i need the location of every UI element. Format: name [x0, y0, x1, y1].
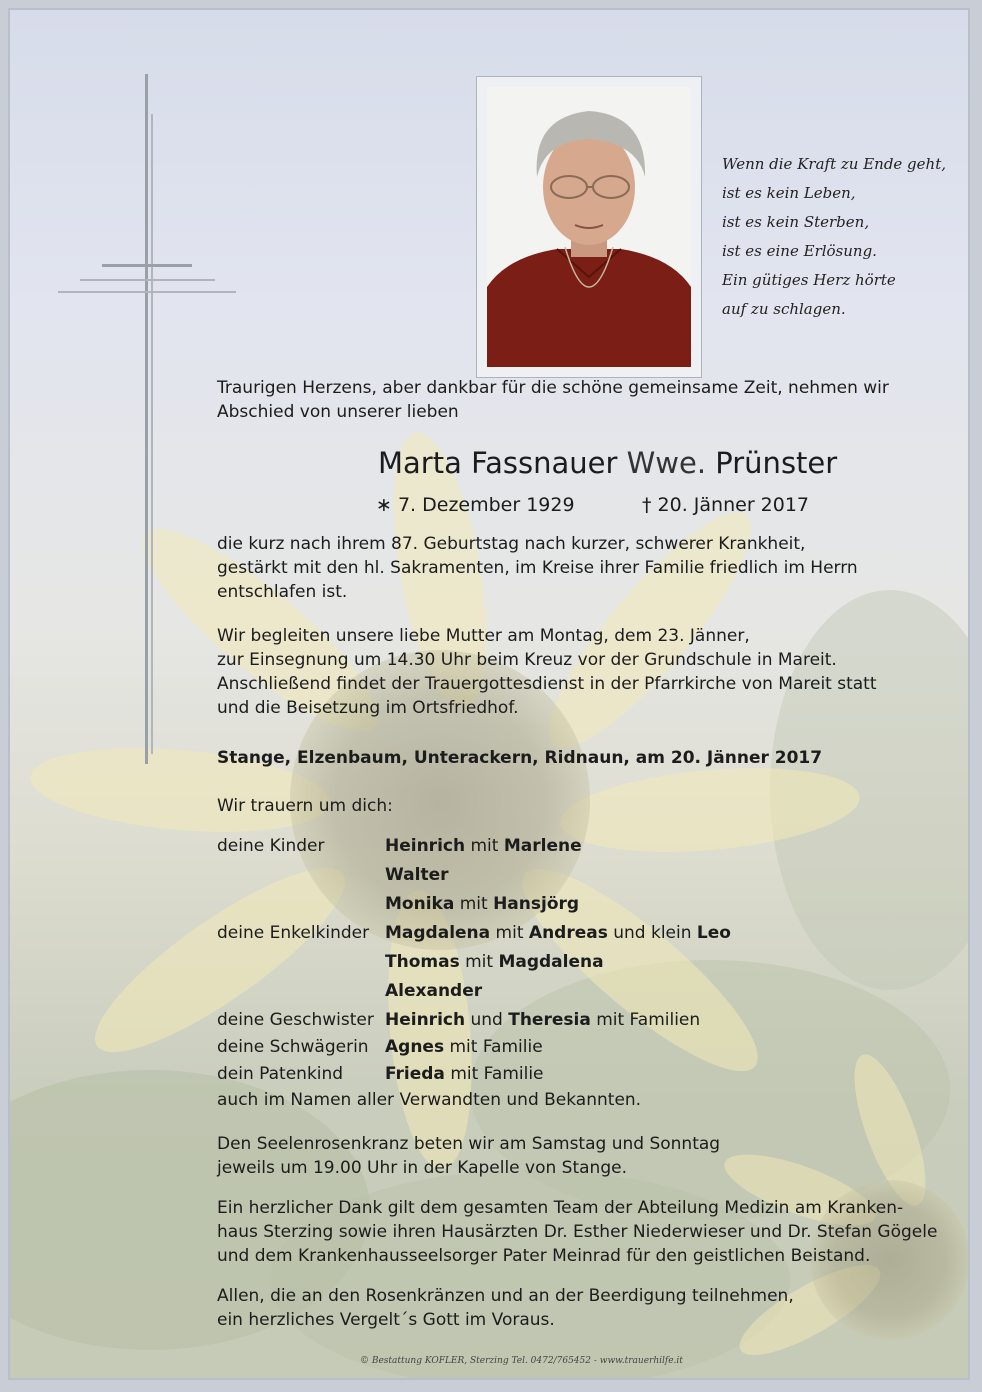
- family-names: Frieda mit Familie: [385, 1064, 544, 1084]
- family-names: Walter: [385, 865, 449, 885]
- family-label: deine Schwägerin: [217, 1037, 369, 1057]
- poem-line: ist es kein Sterben,: [722, 213, 870, 231]
- poem-line: ist es kein Leben,: [722, 184, 856, 202]
- mourn-intro: Wir trauern um dich:: [217, 796, 393, 816]
- poem-line: ist es eine Erlösung.: [722, 242, 877, 260]
- family-label: deine Kinder: [217, 836, 325, 856]
- family-names: Magdalena mit Andreas und klein Leo: [385, 923, 731, 943]
- paragraph-funeral: Wir begleiten unsere liebe Mutter am Montag, dem 23. Jänner, zur Einsegnung um 14.30 Uhr beim Kreuz vor der Grundschule in Mareit. Anschließend findet der Trauergottesdienst in der Pfarrkirche von Mareit statt und die Beisetzung im Ortsfriedhof.: [217, 626, 877, 718]
- obituary-card: [8, 8, 970, 1380]
- birth-date: ∗ 7. Dezember 1929: [376, 494, 575, 516]
- thanks-text: Ein herzlicher Dank gilt dem gesamten Team der Abteilung Medizin am Kranken- haus Sterzing sowie ihren Hausärzten Dr. Esther Niederwieser und Dr. Stefan Gögele und dem Krankenhausseelsorger Pater Meinrad für den geistlichen Beistand.: [217, 1198, 938, 1266]
- intro-text: Traurigen Herzens, aber dankbar für die schöne gemeinsame Zeit, nehmen wir Abschied von unserer lieben: [217, 378, 889, 422]
- footer-credit: © Bestattung KOFLER, Sterzing Tel. 0472/765452 - www.trauerhilfe.it: [360, 1356, 683, 1366]
- portrait-photo: [487, 87, 691, 367]
- paragraph-passing: die kurz nach ihrem 87. Geburtstag nach kurzer, schwerer Krankheit, gestärkt mit den hl. Sakramenten, im Kreise ihrer Familie friedlich im Herrn entschlafen ist.: [217, 534, 858, 602]
- family-label: deine Enkelkinder: [217, 923, 370, 943]
- family-label: dein Patenkind: [217, 1064, 344, 1084]
- poem-line: auf zu schlagen.: [722, 300, 846, 318]
- closing-text: Allen, die an den Rosenkränzen und an der Beerdigung teilnehmen, ein herzliches Vergelt´s Gott im Voraus.: [217, 1286, 794, 1330]
- poem: [722, 150, 962, 324]
- relatives-line: auch im Namen aller Verwandten und Bekannten.: [217, 1090, 642, 1110]
- family-names: Thomas mit Magdalena: [385, 952, 604, 972]
- portrait-frame: [476, 76, 702, 378]
- family-names: Heinrich und Theresia mit Familien: [385, 1010, 701, 1030]
- family-names: Monika mit Hansjörg: [385, 894, 580, 914]
- rosary-text: Den Seelenrosenkranz beten wir am Samstag und Sonntag jeweils um 19.00 Uhr in der Kapelle von Stange.: [217, 1134, 721, 1178]
- poem-line: Ein gütiges Herz hörte: [722, 271, 896, 289]
- family-label: deine Geschwister: [217, 1010, 374, 1030]
- poem-line: Wenn die Kraft zu Ende geht,: [722, 155, 946, 173]
- maiden-name: Prünster: [715, 446, 838, 480]
- cross-icon: [50, 74, 236, 774]
- place-date: Stange, Elzenbaum, Unterackern, Ridnaun, am 20. Jänner 2017: [217, 748, 823, 768]
- family-names: Alexander: [385, 981, 483, 1001]
- widow-label: Wwe.: [626, 446, 707, 480]
- death-date: † 20. Jänner 2017: [642, 494, 810, 516]
- family-names: Agnes mit Familie: [385, 1037, 543, 1057]
- family-names: Heinrich mit Marlene: [385, 836, 582, 856]
- first-name: Marta Fassnauer: [378, 446, 618, 480]
- deceased-name: [378, 446, 837, 480]
